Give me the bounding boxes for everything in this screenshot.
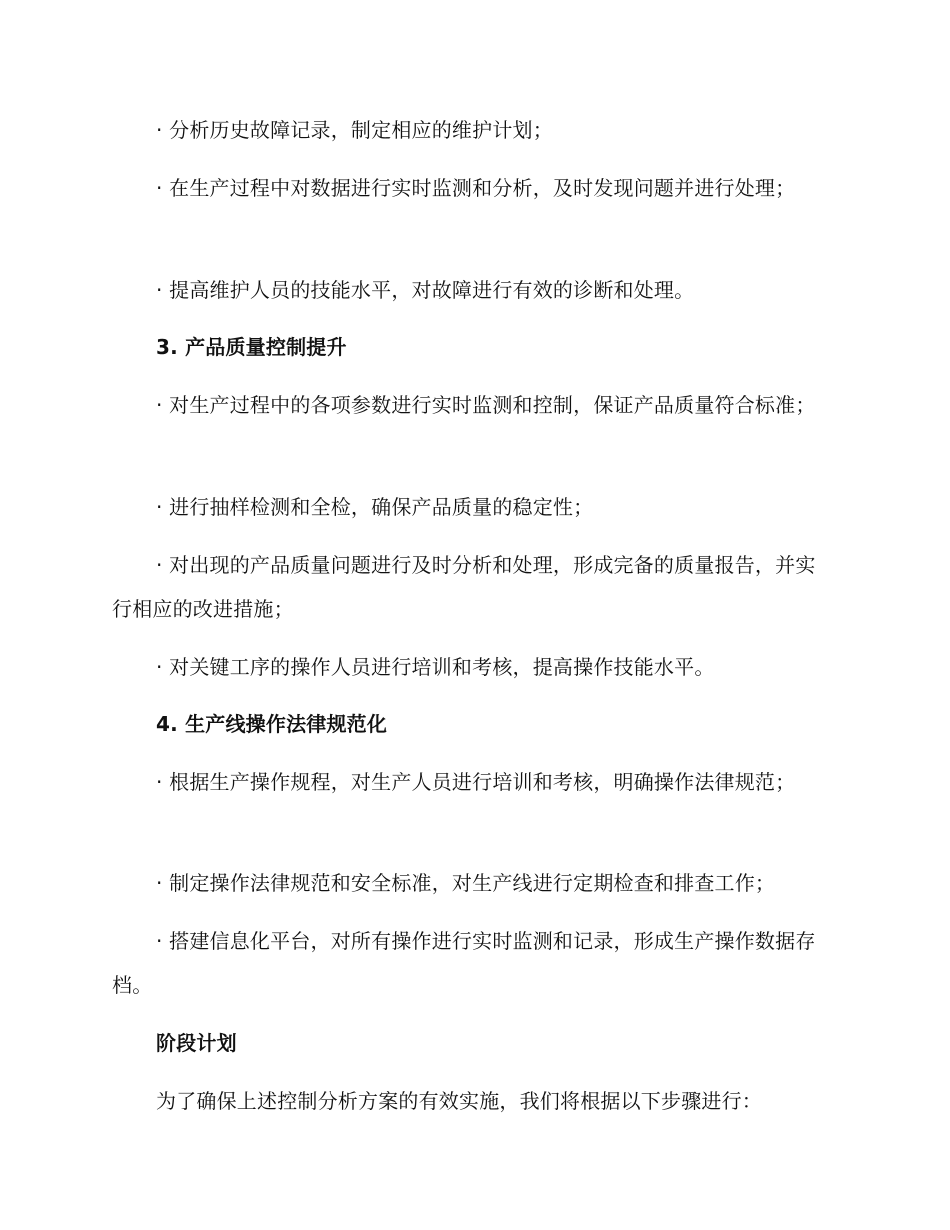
bullet-paragraph: · 在生产过程中对数据进行实时监测和分析，及时发现问题并进行处理；: [156, 176, 796, 200]
bullet-paragraph: · 提高维护人员的技能水平，对故障进行有效的诊断和处理。: [156, 278, 695, 302]
bullet-paragraph: · 进行抽样检测和全检，确保产品质量的稳定性；: [156, 495, 594, 519]
bullet-paragraph: · 根据生产操作规程，对生产人员进行培训和考核，明确操作法律规范；: [156, 770, 796, 794]
bullet-paragraph: · 对关键工序的操作人员进行培训和考核，提高操作技能水平。: [156, 655, 715, 679]
section-heading: 阶段计划: [156, 1031, 237, 1055]
section-heading: 4. 生产线操作法律规范化: [156, 712, 388, 736]
bullet-paragraph: · 搭建信息化平台，对所有操作进行实时监测和记录，形成生产操作数据存档。: [112, 929, 816, 997]
bullet-paragraph: · 制定操作法律规范和安全标准，对生产线进行定期检查和排查工作；: [156, 871, 776, 895]
bullet-paragraph: · 对生产过程中的各项参数进行实时监测和控制，保证产品质量符合标准；: [156, 393, 816, 417]
bullet-paragraph: · 对出现的产品质量问题进行及时分析和处理，形成完备的质量报告，并实行相应的改进措施；: [112, 553, 816, 621]
body-paragraph: 为了确保上述控制分析方案的有效实施，我们将根据以下步骤进行：: [156, 1089, 762, 1113]
section-heading: 3. 产品质量控制提升: [156, 335, 347, 359]
bullet-paragraph: · 分析历史故障记录，制定相应的维护计划；: [156, 118, 553, 142]
